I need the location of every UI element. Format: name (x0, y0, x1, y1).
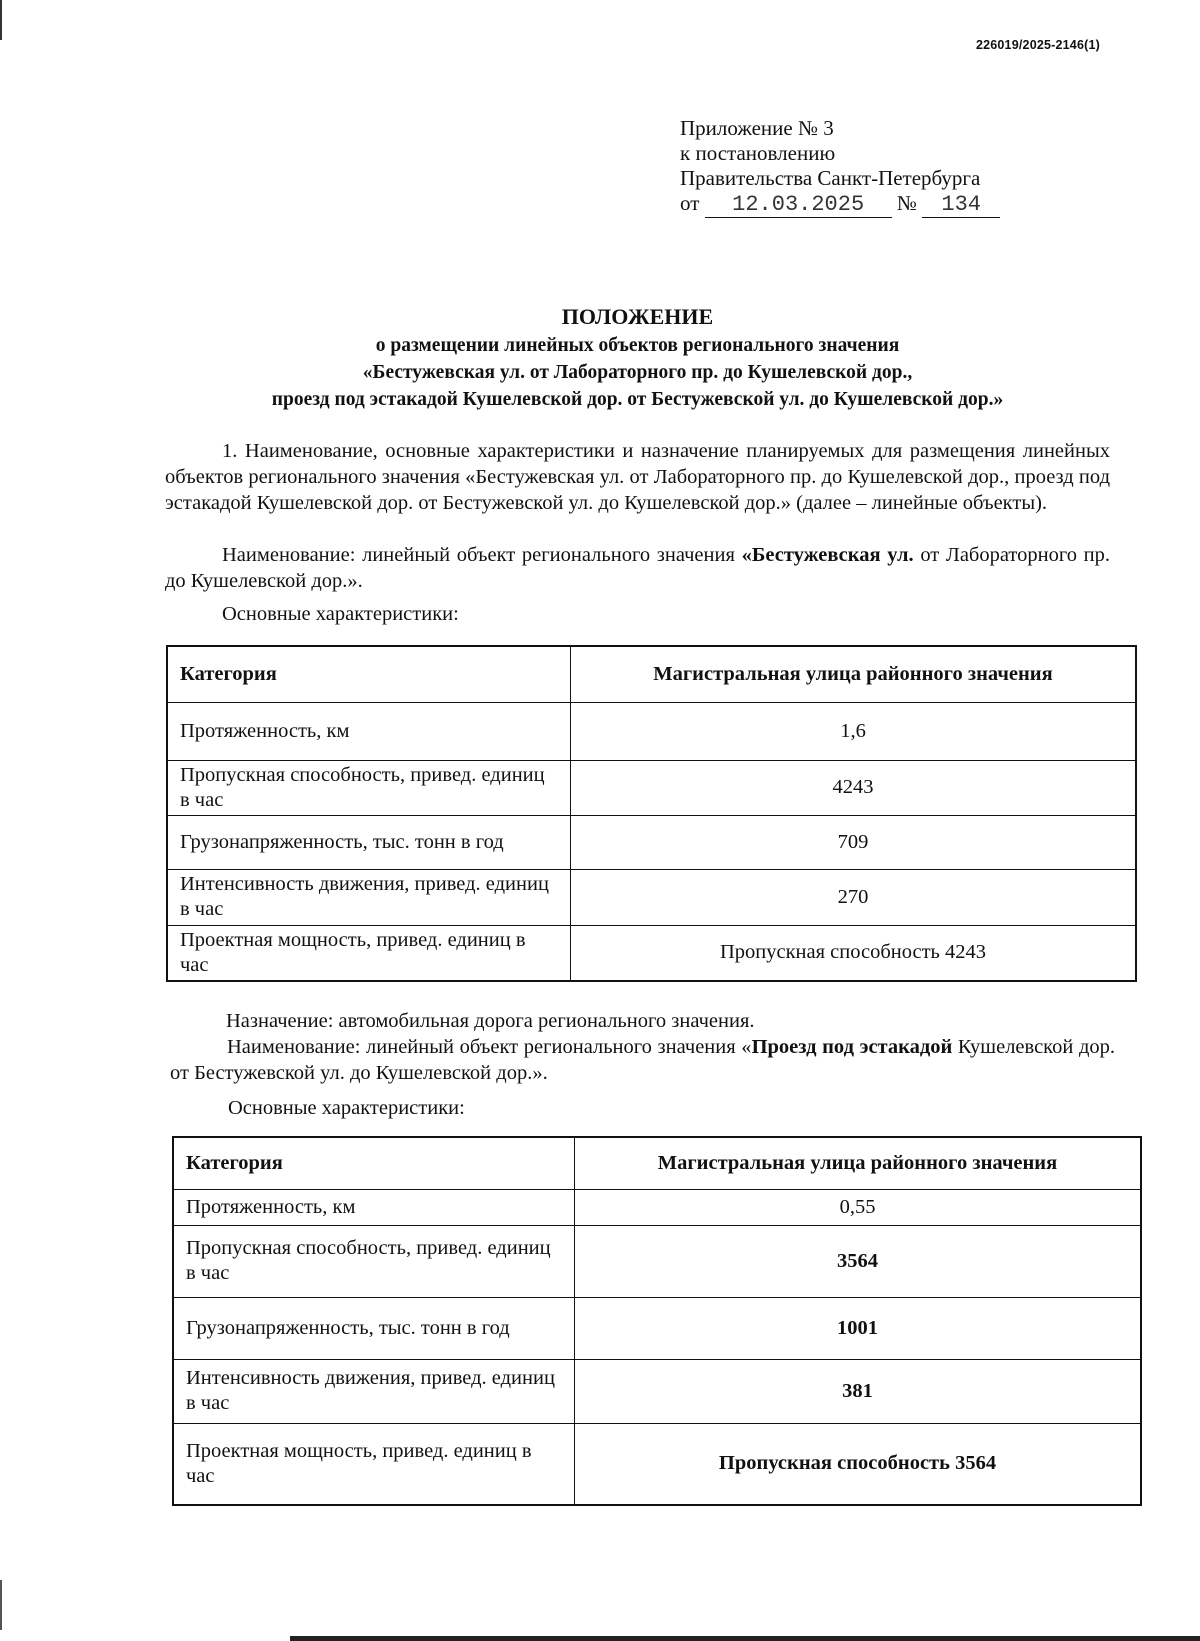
appendix-line-3: Правительства Санкт-Петербурга (680, 166, 981, 190)
appendix-date-line (680, 191, 1000, 218)
table-row (173, 1189, 1141, 1225)
specs-table-2 (172, 1136, 1142, 1506)
appendix-line-2: к постановлению (680, 141, 836, 165)
characteristics-label-2: Основные характеристики: (228, 1097, 465, 1119)
number-label: № (896, 191, 917, 215)
object-2-name-value: Проезд под эстакадой (751, 1036, 953, 1058)
object-1-name-value: «Бестужевская ул. (741, 544, 914, 566)
scan-edge-mark (0, 0, 2, 40)
object-2-name-rest: Кушелевской дор. от Бестужевской ул. до Кушелевской дор.». (170, 1036, 1115, 1084)
appendix-line-1: Приложение № 3 (680, 116, 834, 140)
row-name: Грузонапряженность, тыс. тонн в год (173, 1297, 575, 1359)
row-name: Пропускная способность, привед. единиц в час (173, 1225, 575, 1297)
specs-table-1 (166, 645, 1137, 982)
header-category: Категория (173, 1137, 575, 1189)
title-line-1: о размещении линейных объектов регионального значения (375, 335, 900, 356)
section-1-intro: 1. Наименование, основные характеристики и назначение планируемых для размещения линейных объектов регионального значения «Бестужевская ул. от Лабораторного пр. до Кушелевской дор., проезд под эстакадой Кушелевской дор. от Бестужевской ул. до Кушелевской дор.» (далее – линейные объекты). (165, 440, 1110, 514)
title-line-3: проезд под эстакадой Кушелевской дор. от Бестужевской ул. до Кушелевской дор.» (271, 389, 1004, 410)
row-name: Интенсивность движения, привед. единиц в час (167, 869, 571, 925)
table-row (173, 1423, 1141, 1505)
purpose-text: Назначение: автомобильная дорога регионального значения. (226, 1010, 755, 1032)
characteristics-label-1: Основные характеристики: (222, 603, 459, 625)
object-2-name-label: Наименование: линейный объект регионального значения « (227, 1036, 752, 1058)
appendix-block (680, 116, 1000, 218)
object-1-name (165, 542, 1110, 594)
document-id: 226019/2025-2146(1) (975, 38, 1100, 52)
row-value: 270 (571, 869, 1137, 925)
row-value: 4243 (571, 760, 1137, 815)
row-name: Интенсивность движения, привед. единиц в час (173, 1359, 575, 1423)
table-row (173, 1225, 1141, 1297)
table-row (167, 869, 1136, 925)
row-name: Пропускная способность, привед. единиц в час (167, 760, 571, 815)
row-value: 1,6 (571, 702, 1137, 760)
table-header-row (173, 1137, 1141, 1189)
table-row (173, 1297, 1141, 1359)
row-name: Грузонапряженность, тыс. тонн в год (167, 815, 571, 869)
object-1-name-rest: от Лабораторного пр. до Кушелевской дор.». (165, 544, 1111, 592)
object-1-name-label: Наименование: линейный объект регионального значения (222, 544, 742, 566)
row-value: 381 (575, 1359, 1142, 1423)
decree-date: 12.03.2025 (705, 192, 892, 218)
header-value: Магистральная улица районного значения (571, 646, 1137, 702)
title-line-2: «Бестужевская ул. от Лабораторного пр. до Кушелевской дор., (362, 362, 913, 383)
row-value: Пропускная способность 4243 (571, 925, 1137, 981)
table-row (167, 925, 1136, 981)
row-value: 709 (571, 815, 1137, 869)
object-2-name (170, 1034, 1115, 1086)
row-value: 1001 (575, 1297, 1142, 1359)
table-row (167, 702, 1136, 760)
table-row (173, 1359, 1141, 1423)
from-label: от (680, 191, 700, 215)
row-value: Пропускная способность 3564 (575, 1423, 1142, 1505)
header-category: Категория (167, 646, 571, 702)
table-row (167, 760, 1136, 815)
decree-number: 134 (922, 192, 1000, 218)
row-name: Проектная мощность, привед. единиц в час (167, 925, 571, 981)
row-name: Протяженность, км (173, 1189, 575, 1225)
row-value: 0,55 (575, 1189, 1142, 1225)
header-value: Магистральная улица районного значения (575, 1137, 1142, 1189)
scan-bottom-edge (290, 1636, 1200, 1641)
row-value: 3564 (575, 1225, 1142, 1297)
title-main: ПОЛОЖЕНИЕ (561, 304, 714, 329)
row-name: Проектная мощность, привед. единиц в час (173, 1423, 575, 1505)
scan-edge-mark (0, 1580, 2, 1630)
table-row (167, 815, 1136, 869)
document-title (165, 302, 1110, 413)
table-header-row (167, 646, 1136, 702)
row-name: Протяженность, км (167, 702, 571, 760)
